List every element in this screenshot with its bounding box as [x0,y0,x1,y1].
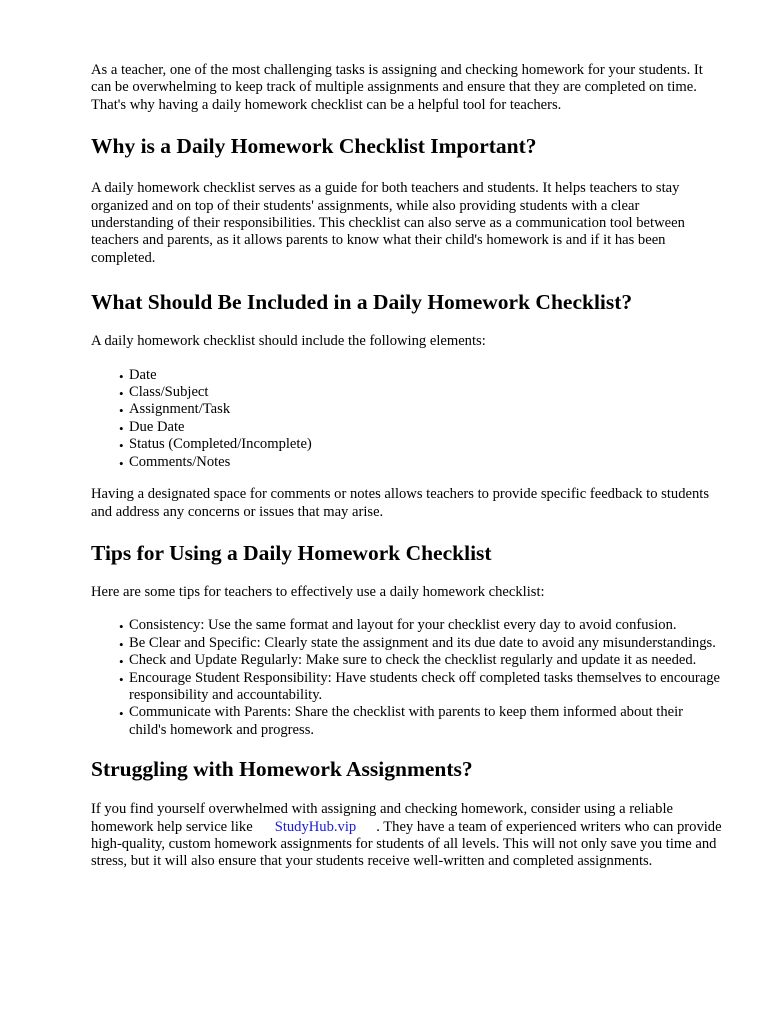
struggling-paragraph [91,801,724,871]
why-paragraph: A daily homework checklist serves as a guide for both teachers and students. It helps teachers to stay organized and on top of their students' assignments, while also providing students with a clear understanding of their responsibilities. This checklist can also serve as a communication tool between teachers and parents, as it allows parents to know what their child's homework is and if it has been completed. [91,180,685,266]
list-item: • Date [129,367,724,384]
struggling-heading: Struggling with Homework Assignments? [91,757,473,782]
list-item: • Communicate with Parents: Share the checklist with parents to keep them informed about their child's homework and progress. [129,704,724,739]
struggling-text-before: If you find yourself overwhelmed with assigning and checking homework, consider using a reliable homework help service like [91,801,673,835]
what-heading: What Should Be Included in a Daily Homework Checklist? [91,290,633,315]
list-item: • Assignment/Task [129,401,724,418]
what-intro: A daily homework checklist should include the following elements: [91,333,486,350]
intro-paragraph: As a teacher, one of the most challenging tasks is assigning and checking homework for your students. It can be overwhelming to keep track of multiple assignments and ensure that they are completed on time. That's why having a daily homework checklist can be a helpful tool for teachers. [91,62,703,113]
list-item: • Be Clear and Specific: Clearly state the assignment and its due date to avoid any misunderstandings. [129,635,724,652]
tips-intro: Here are some tips for teachers to effectively use a daily homework checklist: [91,583,545,600]
list-item: • Consistency: Use the same format and layout for your checklist every day to avoid confusion. [129,617,724,634]
struggling-text-after: . They have a team of experienced writers who can provide high-quality, custom homework assignments for students of all levels. This will not only save you time and stress, but it will also ensure that your students receive well-written and completed assignments. [91,818,722,870]
list-item: • Class/Subject [129,384,724,401]
list-item: • Check and Update Regularly: Make sure to check the checklist regularly and update it as needed. [129,652,724,669]
list-item: • Encourage Student Responsibility: Have students check off completed tasks themselves to encourage responsibility and accountability. [129,670,724,705]
list-item: • Status (Completed/Incomplete) [129,436,724,453]
studyhub-link[interactable]: StudyHub.vip [274,818,357,835]
tips-list [91,617,724,739]
list-item: • Due Date [129,419,724,436]
list-item: • Comments/Notes [129,454,724,471]
tips-heading: Tips for Using a Daily Homework Checklist [91,540,492,565]
comments-paragraph: Having a designated space for comments or notes allows teachers to provide specific feedback to students and address any concerns or issues that may arise. [91,486,710,520]
why-heading: Why is a Daily Homework Checklist Important? [91,134,537,159]
elements-list [91,367,724,471]
